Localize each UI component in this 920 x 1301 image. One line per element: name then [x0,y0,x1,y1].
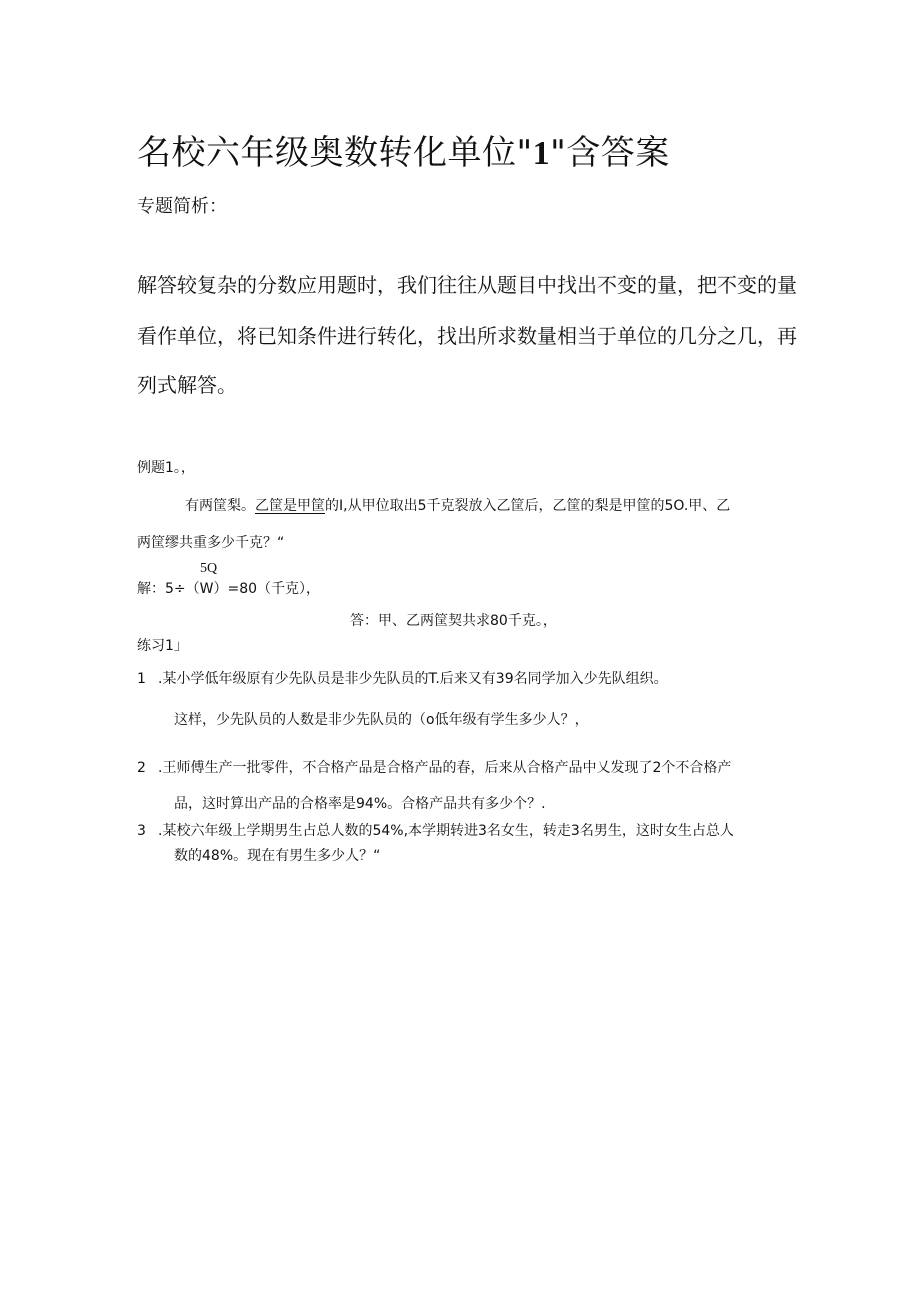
title-prefix: 名校六年级奥数转化单位" [137,133,533,173]
example-line-2: 两筐缪共重多少千克？“ [137,535,285,551]
practice-item-2-line-2: 品，这时算出产品的合格率是94%。合格产品共有多少个？. [174,796,546,812]
example-heading: 例题1。， [137,460,195,476]
practice-item-1-line-1: .某小学低年级原有少先队员是非少先队员的T.后来又有39名同学加入少先队组织。 [158,671,668,687]
page-title [137,129,670,178]
example-line-1-underlined: 乙筐是甲筐 [255,498,325,514]
intro-line-2: 看作单位，将已知条件进行转化，找出所求数量相当于单位的几分之几，再 [137,324,797,348]
practice-item-2-number: 2 [137,760,146,776]
practice-item-3-line-1: .某校六年级上学期男生占总人数的54%,本学期转进3名女生，转走3名男生，这时女生占总人 [158,823,734,839]
practice-item-2-line-1: .王师傅生产一批零件，不合格产品是合格产品的春，后来从合格产品中乂发现了2个不合格产 [158,760,732,776]
practice-item-1-line-2: 这样，少先队员的人数是非少先队员的（o低年级有学生多少人？， [174,712,589,728]
intro-line-3: 列式解答。 [137,373,237,397]
practice-item-3-line-2: 数的48%。现在有男生多少人？“ [174,848,381,864]
intro-line-1: 解答较复杂的分数应用题时，我们往往从题目中找出不变的量，把不变的量 [137,273,797,297]
practice-item-1-number: 1 [137,671,146,687]
section-subtitle: 专题简析： [137,196,227,217]
fraction-numerator: 5Q [200,561,218,576]
example-line-1-suffix: 的I,从甲位取出5千克裂放入乙筐后，乙筐的梨是甲筐的5O.甲、乙 [325,498,731,514]
practice-item-3-number: 3 [137,823,146,839]
example-line-1-prefix: 有两筐梨。 [185,498,255,514]
example-solution: 解：5÷（W）=80（千克）， [137,581,321,597]
title-number: 1 [532,135,551,172]
practice-heading: 练习1」 [137,638,188,654]
example-answer: 答：甲、乙两筐契共求80千克。， [350,613,557,629]
title-suffix: "含答案 [550,133,670,173]
example-line-1 [185,495,730,517]
